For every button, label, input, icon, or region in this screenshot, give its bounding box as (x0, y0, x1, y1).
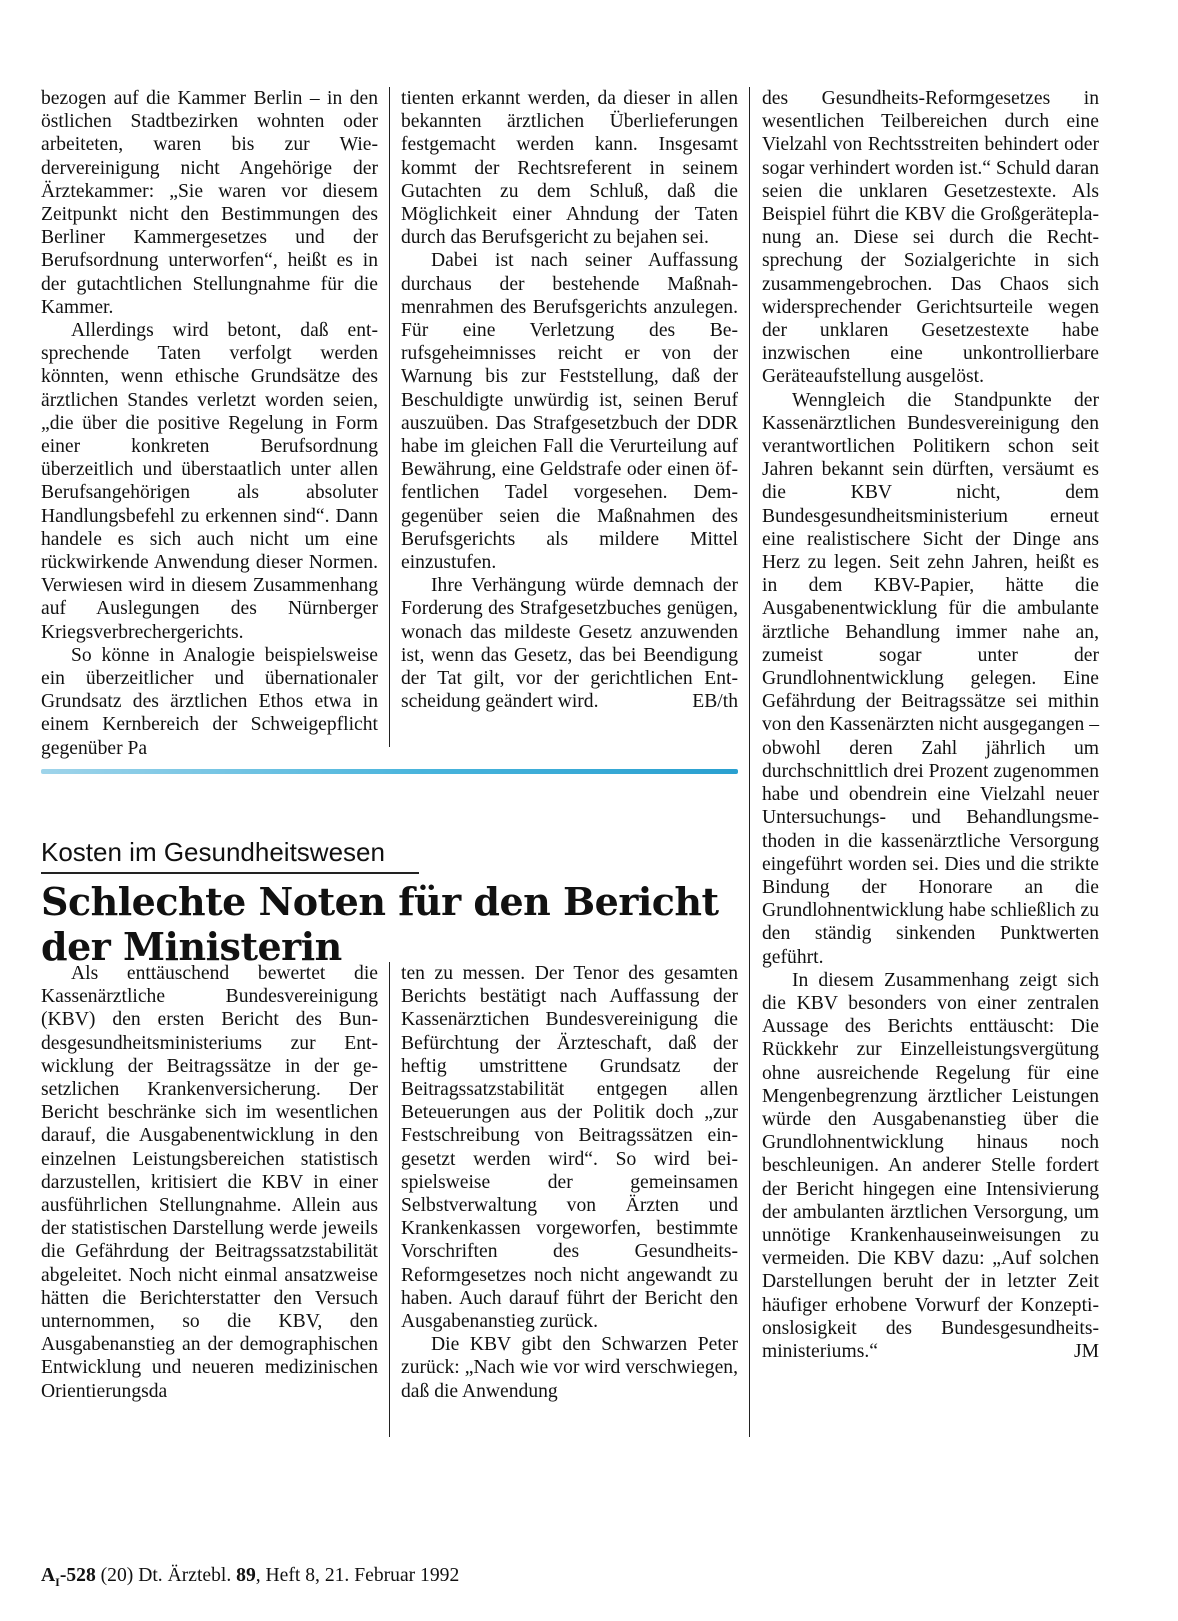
article-headline: Schlechte Noten für den Bericht der Ministerin (41, 879, 719, 969)
author-signature: EB/th (692, 691, 738, 713)
paragraph: Als enttäuschend bewertet die Kassenärztliche Bundesvereinigung (KBV) den ersten Bericht des Bundesgesundheitsministeriums zur Entwicklung der Beitragssätze in der gesetzlichen Krankenversicherung. Der Bericht beschränke sich im wesentlichen darauf, die Ausgabenentwicklung in den einzelnen Leistungsbereichen statistisch darzustellen, kritisiert die KBV in einer ausführlichen Stellungnahme. Allein aus der statistischen Darstellung werde jeweils die Gefährdung der Beitragssatzstabilität abgeleitet. Noch nicht einmal ansatzweise hätten die Berichterstatter den Versuch unternommen, so die KBV, den Ausgabenanstieg an der demographischen Entwicklung und neueren medizinischen Orientierungsda (41, 963, 378, 1402)
article-column-2 (401, 962, 738, 1403)
paragraph: Dabei ist nach seiner Auffassung durchaus der bestehende Maßnahmenrahmen des Berufsgerichts anzulegen. Für eine Verletzung des Berufsgeheimnisses reicht er von der Warnung bis zur Feststellung, daß der Beschuldigte unwürdig ist, seinen Beruf auszuüben. Das Strafgesetzbuch der DDR habe im gleichen Fall die Verurteilung auf Bewährung, eine Geldstrafe oder einen öffentlichen Tadel vorgesehen. Demgegenüber seien die Maßnahmen des Berufsgerichts als mildere Mittel einzustufen. (401, 250, 738, 574)
paragraph: So könne in Analogie beispielsweise ein überzeitlicher und übernationaler Grundsatz des ärztlichen Ethos etwa in einem Kernbereich der Schweigepflicht gegenüber Pa (41, 644, 378, 759)
column-rule (749, 87, 750, 1437)
paragraph-text: Ihre Verhängung würde demnach der Forderung des Strafgesetzbuches genügen, wonach das mildeste Gesetz anzuwenden ist, wenn das Gesetz, das bei Beendigung der Tat gilt, vor der gerichtlichen Entscheidung geändert wird. (401, 575, 738, 713)
article-column-1 (41, 962, 378, 1403)
paragraph (762, 969, 1099, 1363)
page-subscript: I (55, 1574, 60, 1589)
paragraph: Wenngleich die Standpunkte der Kassenärztlichen Bundesvereinigung den verantwortlichen Politikern schon seit Jahren bekannt sein dürften, versäumt es die KBV nicht, dem Bundesgesundheitsministerium erneut eine realistischere Sicht der Dinge ans Herz zu legen. Seit zehn Jahren, heißt es in dem KBV-Papier, hätte die Ausgabenentwicklung für die ambulante ärztliche Behandlung immer nahe an, zumeist sogar unter der Grundlohnentwicklung gelegen. Eine Gefährdung der Beitragssätze sei mithin von den Kassenärzten nicht ausgegangen – obwohl deren Zahl jährlich um durchschnittlich drei Prozent zugenommen habe und obendrein eine Vielzahl neuer Untersuchungs- und Behandlungsmethoden in die kassenärztliche Versorgung eingeführt worden sei. Dies und die strikte Bindung der Honorare an die Grundlohnentwicklung habe schließlich zu den ständig sinkenden Punktwerten geführt. (762, 389, 1099, 968)
article-kicker: Kosten im Gesundheitswesen (41, 837, 385, 867)
paragraph: Die KBV gibt den Schwarzen Peter zurück: „Nach wie vor wird verschwiegen, daß die Anwendung (401, 1334, 738, 1402)
citation-volume: 89 (236, 1565, 256, 1586)
paragraph: bezogen auf die Kammer Berlin – in den östlichen Stadtbezirken wohnten oder arbeiteten, waren bis zur Wiedervereinigung nicht Angehörige der Ärztekammer: „Sie waren vor diesem Zeitpunkt nicht den Bestimmungen des Berliner Kammergesetzes und der Berufsordnung unterworfen“, heißt es in der gutachtlichen Stellungnahme für die Kammer. (41, 88, 378, 318)
column-rule (389, 87, 390, 747)
paragraph-text: In diesem Zusammenhang zeigt sich die KBV besonders von einer zentralen Aussage des Berichts enttäuscht: Die Rückkehr zur Einzelleistungsvergütung ohne ausreichende Regelung für eine Mengenbegrenzung ärztlicher Leistungen würde den Ausgabenanstieg über die Grundlohnentwicklung hinaus noch beschleunigen. An anderer Stelle fordert der Bericht hingegen eine Intensivierung der ambulanten ärztlichen Versorgung, um unnötige Krankenhauseinweisungen zu vermeiden. Die KBV dazu: „Auf solchen Darstellungen beruht der in letzter Zeit häufiger erhobene Vorwurf der Konzeptionslosigkeit des Bundesgesundheitsministeriums.“ (762, 969, 1099, 1362)
page-letter: A (41, 1565, 56, 1586)
article-column-3 (762, 87, 1099, 1363)
kicker-underline (41, 872, 419, 874)
paragraph: Allerdings wird betont, daß entsprechende Taten verfolgt werden könnten, wenn ethische Grundsätze des ärztlichen Standes verletzt worden seien, „die über die positive Regelung in Form einer konkreten Berufsordnung überzeitlich und überstaatlich unter allen Berufsangehörigen als absoluter Handlungsbefehl zu erkennen sind“. Dann handele es sich auch nicht um eine rückwirkende Anwendung dieser Normen. Verwiesen wird in diesem Zusammenhang auf Auslegungen des Nürnberger Kriegsverbrechergerichts. (41, 320, 378, 643)
column-rule (389, 962, 390, 1437)
page-number (41, 1565, 96, 1589)
top-article-column-1 (41, 87, 378, 760)
paragraph: ten zu messen. Der Tenor des gesamten Berichts bestätigt nach Auffassung der Kassenärztichen Bundesvereinigung die Befürchtung der Ärzteschaft, daß der heftig umstrittene Grundsatz der Beitragssatzstabilität entgegen allen Beteuerungen aus der Politik doch „zur Festschreibung von Beitragssätzen eingesetzt werden wird“. So wird beispielsweise der gemeinsamen Selbstverwaltung von Ärzten und Krankenkassen vorgeworfen, bestimmte Vorschriften des Gesundheits-Reformgesetzes noch nicht angewandt zu haben. Auch darauf führt der Bericht den Ausgabenanstieg zurück. (401, 963, 738, 1333)
top-article-column-2 (401, 87, 738, 713)
author-signature: JM (1073, 1340, 1099, 1362)
page-footer (41, 1564, 459, 1594)
citation-issue: , Heft 8, 21. Februar 1992 (255, 1565, 460, 1586)
citation-journal: (20) Dt. Ärztebl. (95, 1565, 237, 1586)
paragraph: des Gesundheits-Reformgesetzes in wesentlichen Teilbereichen durch eine Vielzahl von Rechtsstreiten behindert oder sogar verhindert worden ist.“ Schuld daran seien die unklaren Gesetzestexte. Als Beispiel führt die KBV die Großgeräteplanung an. Diese sei durch die Rechtsprechung der Sozialgerichte in sich zusammengebrochen. Das Chaos sich widersprechender Gerichtsurteile wegen der unklaren Gesetzestexte habe inzwischen eine unkontrollierbare Geräteaufstellung ausgelöst. (762, 88, 1099, 388)
paragraph: tienten erkannt werden, da dieser in allen bekannten ärztlichen Überlieferungen festgemacht werden kann. Insgesamt kommt der Rechtsreferent in seinem Gutachten zu dem Schluß, daß die Möglichkeit einer Ahndung der Taten durch das Berufsgericht zu bejahen sei. (401, 88, 738, 249)
page-digits: -528 (59, 1565, 96, 1586)
paragraph (401, 574, 738, 713)
section-divider (41, 769, 738, 774)
